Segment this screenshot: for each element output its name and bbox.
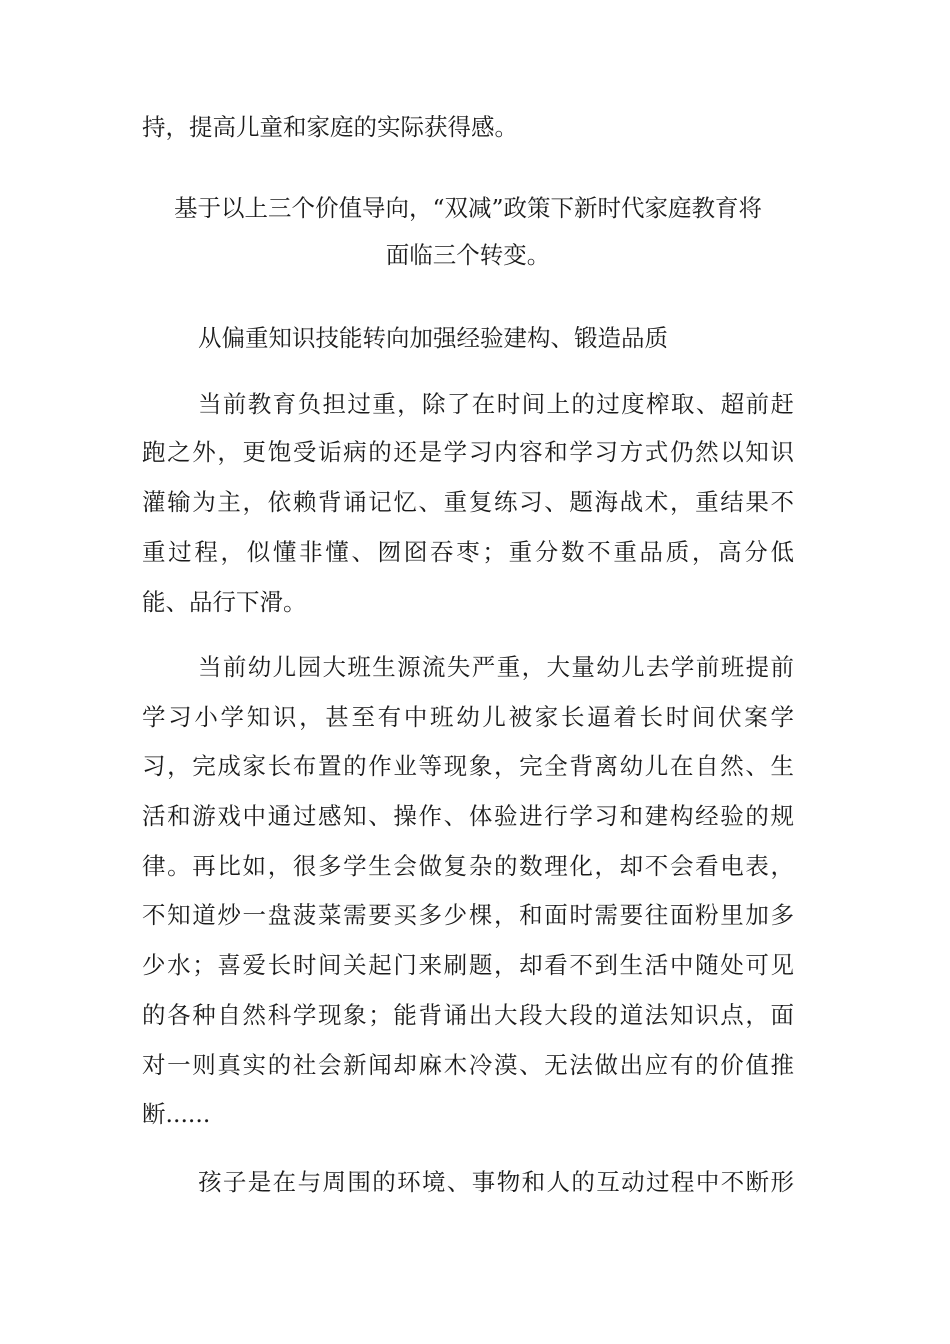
text-line: 少水；喜爱长时间关起门来刷题，却看不到生活中随处可见	[142, 951, 794, 979]
text-line: 不知道炒一盘菠菜需要买多少棵，和面时需要往面粉里加多	[142, 901, 794, 929]
section-heading: 从偏重知识技能转向加强经验建构、锻造品质	[198, 324, 668, 352]
text-line: 重过程，似懂非懂、囫囵吞枣；重分数不重品质，高分低	[142, 538, 794, 566]
text-line: 灌输为主，依赖背诵记忆、重复练习、题海战术，重结果不	[142, 488, 794, 516]
text-line: 当前幼儿园大班生源流失严重，大量幼儿去学前班提前	[198, 653, 794, 681]
text-line: 基于以上三个价值导向，“双减”政策下新时代家庭教育将	[173, 194, 763, 222]
text-line: 习，完成家长布置的作业等现象，完全背离幼儿在自然、生	[142, 752, 794, 780]
text-line: 孩子是在与周围的环境、事物和人的互动过程中不断形	[198, 1168, 794, 1196]
text-line: 能、品行下滑。	[142, 588, 307, 616]
text-line: 面临三个转变。	[385, 241, 551, 269]
text-line: 的各种自然科学现象；能背诵出大段大段的道法知识点，面	[142, 1001, 794, 1029]
text-line: 学习小学知识，甚至有中班幼儿被家长逼着长时间伏案学	[142, 703, 794, 731]
text-line: 断......	[142, 1100, 211, 1128]
text-line: 活和游戏中通过感知、操作、体验进行学习和建构经验的规	[142, 802, 794, 830]
text-line: 当前教育负担过重，除了在时间上的过度榨取、超前赶	[198, 390, 794, 418]
text-line: 对一则真实的社会新闻却麻木冷漠、无法做出应有的价值推	[142, 1051, 794, 1079]
text-line: 律。再比如，很多学生会做复杂的数理化，却不会看电表，	[142, 852, 794, 880]
text-line: 跑之外，更饱受诟病的还是学习内容和学习方式仍然以知识	[142, 438, 794, 466]
text-line: 持，提高儿童和家庭的实际获得感。	[142, 113, 518, 141]
